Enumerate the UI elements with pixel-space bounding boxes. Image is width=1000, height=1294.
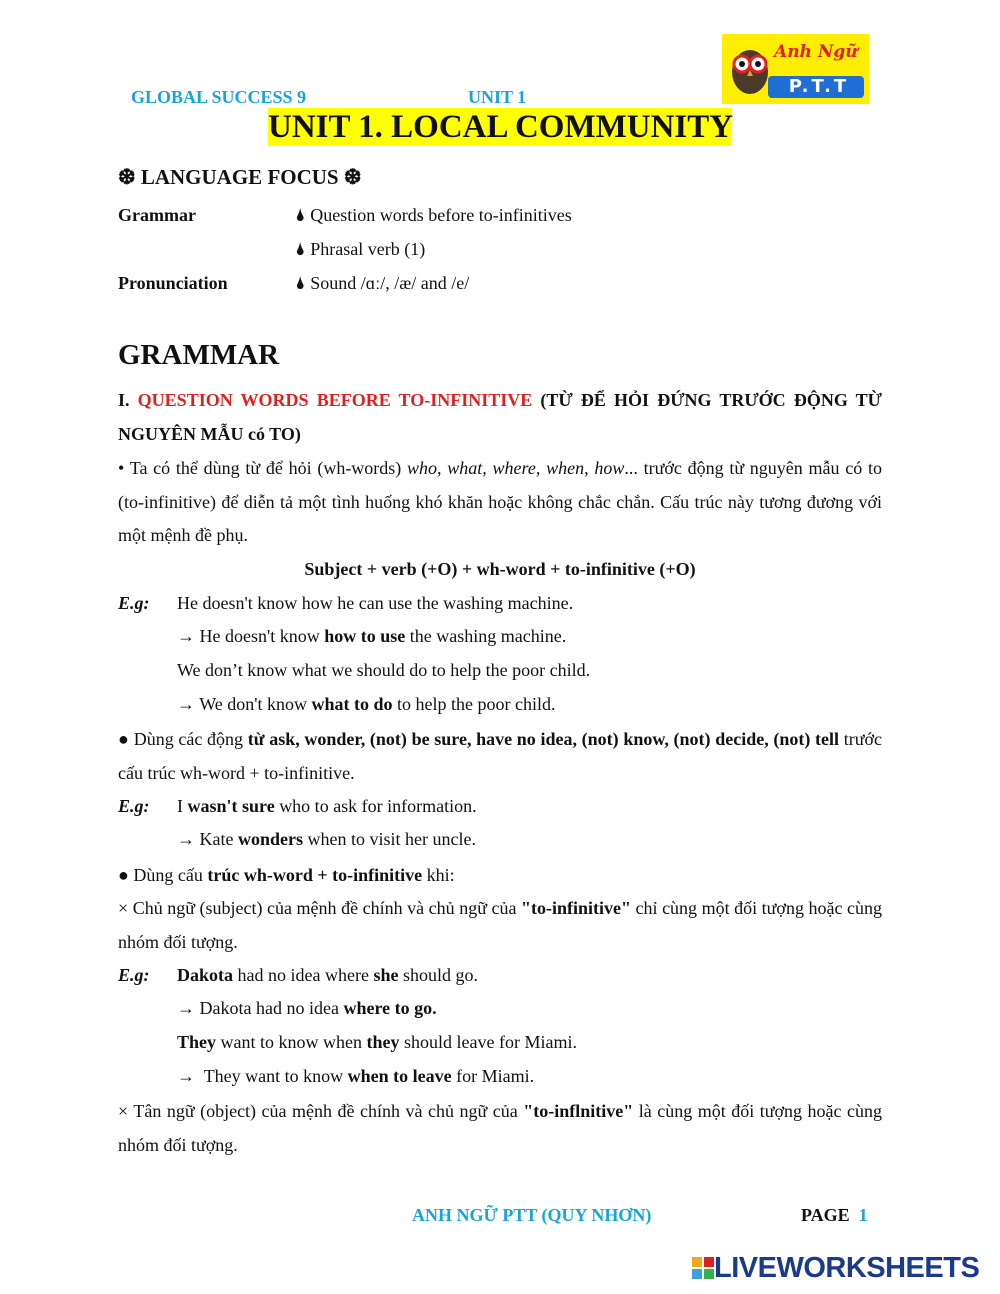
arrow-icon: →: [177, 998, 195, 1018]
formula: Subject + verb (+O) + wh-word + to-infinitive (+O): [304, 559, 696, 579]
example-text: should go.: [398, 965, 478, 985]
arrow-icon: →: [177, 829, 195, 849]
example-text: want to know when: [216, 1032, 367, 1052]
example-text: Dakota had no idea: [199, 998, 344, 1018]
para-text: ● Dùng cấu: [118, 865, 208, 885]
example-line: [177, 626, 566, 647]
page-title: UNIT 1. LOCAL COMMUNITY: [268, 109, 734, 145]
section-number: I.: [118, 390, 130, 410]
para-text: chỉ cùng một đối tượng hoặc cùng nhóm đối tượng.: [118, 898, 882, 952]
example-line: We don’t know what we should do to help the poor child.: [177, 660, 591, 680]
footer-page: [801, 1205, 868, 1226]
example-bold: what to do: [311, 694, 393, 714]
example-text: I: [177, 796, 188, 816]
example-bold: they: [366, 1032, 400, 1052]
example-text: when to visit her uncle.: [303, 829, 476, 849]
example-line: [177, 965, 478, 986]
para-text: là cùng một đối tượng hoặc cùng nhóm đối tượng.: [118, 1101, 882, 1155]
example-text: He doesn't know: [199, 626, 325, 646]
section-title-red: QUESTION WORDS BEFORE TO-INFINITIVE: [137, 390, 533, 410]
example-bold: Dakota: [177, 965, 234, 985]
arrow-icon: →: [177, 626, 195, 646]
example-line: [177, 998, 437, 1019]
para-text: × Chủ ngữ (subject) của mệnh đề chính và chủ ngữ của: [118, 898, 522, 918]
footer-school: ANH NGỮ PTT (QUY NHƠN): [412, 1205, 652, 1225]
intro-italic: who, what, where, when, how: [407, 458, 625, 478]
intro-text: ... trước động từ nguyên mẫu có to (to-infinitive) để diễn tả một tình huống khó khăn hoặc không chắc chắn. Cấu trúc này tương đương với một mệnh đề phụ.: [118, 458, 882, 546]
example-text: who to ask for information.: [274, 796, 477, 816]
verbs-paragraph: [118, 723, 882, 790]
case-subject: [118, 892, 882, 959]
section-title-rest: (TỪ ĐỂ HỎI ĐỨNG TRƯỚC ĐỘNG TỪ NGUYÊN MẪU có TO): [118, 390, 882, 444]
example-text: had no idea where: [233, 965, 374, 985]
example-bold: where to go.: [343, 998, 437, 1018]
example-line: [177, 694, 555, 715]
example-line: [177, 1032, 577, 1053]
grammar-heading: GRAMMAR: [118, 339, 280, 371]
watermark-text: LIVEWORKSHEETS: [714, 1252, 980, 1284]
para-bold: "to-infinitive": [521, 898, 631, 918]
example-bold: she: [373, 965, 399, 985]
example-text: Kate: [199, 829, 238, 849]
intro-paragraph: [118, 452, 882, 553]
para-text: khi:: [422, 865, 455, 885]
example-line: [177, 829, 476, 850]
use-paragraph: [118, 863, 455, 887]
pronunciation-label: Pronunciation: [118, 273, 228, 293]
page-number: 1: [858, 1205, 868, 1225]
section-title: [118, 384, 882, 451]
header-series: GLOBAL SUCCESS 9: [131, 87, 307, 107]
example-text: to help the poor child.: [392, 694, 556, 714]
example-bold: wonders: [237, 829, 303, 849]
example-bold: wasn't sure: [187, 796, 275, 816]
example-text: They want to know: [203, 1066, 348, 1086]
example-text: We don't know: [199, 694, 312, 714]
eg-label: E.g:: [118, 796, 150, 816]
grammar-label: Grammar: [118, 205, 196, 225]
example-line: He doesn't know how he can use the washing machine.: [177, 593, 574, 613]
para-bold: trúc wh-word + to-infinitive: [207, 865, 423, 885]
example-bold: how to use: [324, 626, 406, 646]
header-unit: UNIT 1: [468, 87, 527, 107]
case-object: [118, 1095, 882, 1162]
arrow-icon: →: [177, 694, 195, 714]
liveworksheets-logo-icon: [692, 1257, 714, 1279]
grammar-item: 🌢 Phrasal verb (1): [295, 239, 426, 259]
logo-text-top: Anh Ngữ: [774, 42, 858, 62]
eg-label: E.g:: [118, 965, 150, 985]
eg-label: E.g:: [118, 593, 150, 613]
grammar-item: 🌢 Question words before to-infinitives: [295, 205, 572, 225]
example-text: the washing machine.: [405, 626, 567, 646]
example-bold: They: [177, 1032, 217, 1052]
para-bold: từ ask, wonder, (not) be sure, have no idea, (not) know, (not) decide, (not) tell: [247, 729, 840, 749]
intro-text: • Ta có thể dùng từ để hỏi (wh-words): [118, 458, 408, 478]
para-text: trước cấu trúc wh-word + to-infinitive.: [118, 729, 882, 783]
example-line: [177, 1066, 534, 1087]
logo-text-bottom: P.T.T: [788, 76, 850, 97]
liveworksheets-watermark: [692, 1252, 979, 1285]
example-text: for Miami.: [451, 1066, 535, 1086]
page-label: PAGE: [801, 1205, 850, 1225]
arrow-icon: →: [177, 1066, 195, 1086]
example-line: [177, 796, 477, 817]
language-focus-heading: ❆ LANGUAGE FOCUS ❆: [118, 165, 362, 189]
example-text: should leave for Miami.: [399, 1032, 577, 1052]
example-bold: when to leave: [347, 1066, 452, 1086]
para-text: × Tân ngữ (object) của mệnh đề chính và chủ ngữ của: [118, 1101, 524, 1121]
para-text: ● Dùng các động: [118, 729, 248, 749]
logo: [722, 34, 869, 104]
para-bold: "to-inflnitive": [523, 1101, 634, 1121]
pronunciation-item: 🌢 Sound /ɑː/, /æ/ and /e/: [295, 273, 470, 293]
